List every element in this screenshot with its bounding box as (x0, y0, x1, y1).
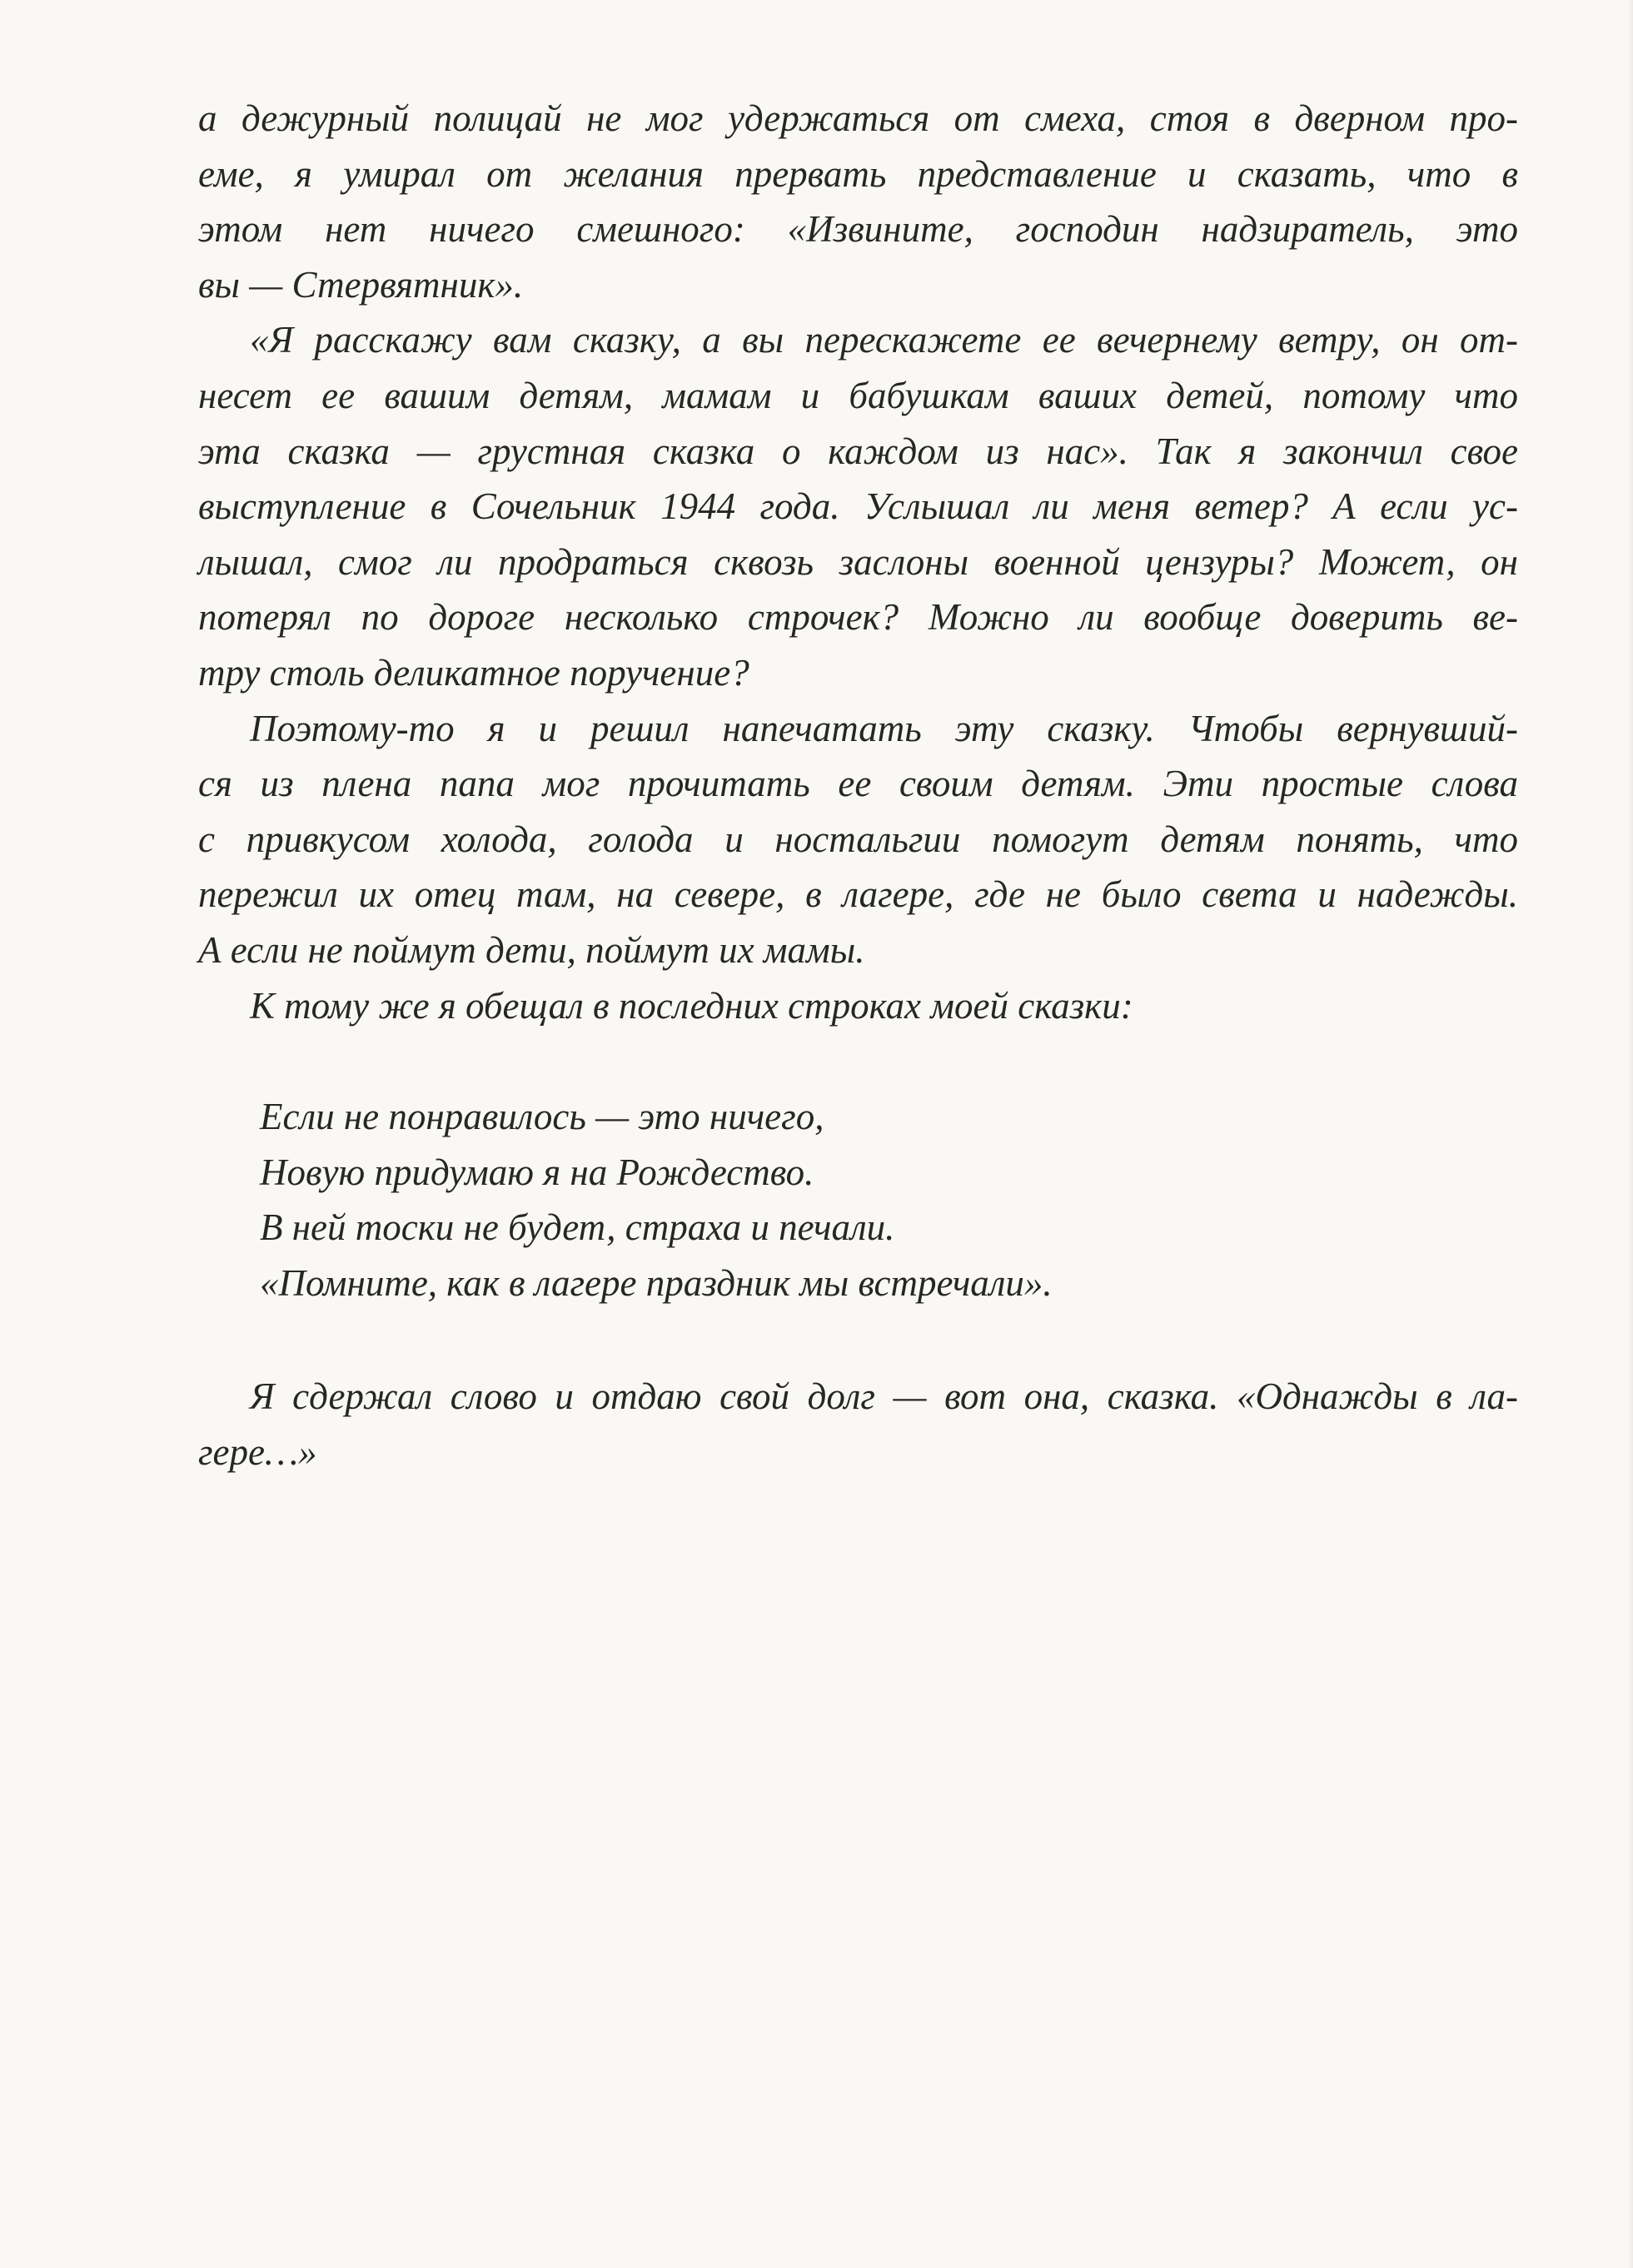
verse-block (260, 1089, 1053, 1311)
text-line: вы — Стервятник». (198, 263, 524, 306)
verse-line: «Помните, как в лагере праздник мы встречали». (260, 1261, 1053, 1304)
text-line: этом нет ничего смешного: «Извините, господин надзиратель, это (198, 208, 1518, 251)
text-line: пережил их отец там, на севере, в лагере, где не было света и надежды. (198, 873, 1518, 916)
text-line: Я сдержал слово и отдаю свой долг — вот она, сказка. «Однажды в ла- (250, 1375, 1518, 1417)
text-line: «Я расскажу вам сказку, а вы перескажете ее вечернему ветру, он от- (250, 319, 1518, 361)
text-line: еме, я умирал от желания прервать представление и сказать, что в (198, 152, 1518, 195)
closing-paragraph (198, 1369, 1518, 1480)
text-line: А если не поймут дети, поймут их мамы. (198, 928, 865, 971)
verse-line: В ней тоски не будет, страха и печали. (260, 1206, 895, 1249)
text-line: с привкусом холода, голода и ностальгии помогут детям понять, что (198, 818, 1518, 860)
text-line: а дежурный полицай не мог удержаться от смеха, стоя в дверном про- (198, 97, 1518, 139)
verse-line: Если не понравилось — это ничего, (260, 1096, 824, 1137)
prose-block (198, 91, 1518, 1033)
text-line: лышал, смог ли продраться сквозь заслоны военной цензуры? Может, он (198, 540, 1518, 583)
text-line: несет ее вашим детям, мамам и бабушкам ваших детей, потому что (198, 374, 1518, 416)
text-line: потерял по дороге несколько строчек? Можно ли вообще доверить ве- (198, 596, 1518, 639)
text-line: Поэтому-то я и решил напечатать эту сказку. Чтобы вернувший- (250, 707, 1518, 749)
text-line: гере…» (198, 1430, 317, 1473)
page-edge-shadow (1628, 0, 1633, 2268)
text-line: тру столь деликатное поручение? (198, 651, 749, 694)
text-line: ся из плена папа мог прочитать ее своим детям. Эти простые слова (198, 763, 1518, 805)
text-line: эта сказка — грустная сказка о каждом из нас». Так я закончил свое (198, 430, 1518, 472)
verse-line: Новую придумаю я на Рождество. (260, 1151, 814, 1193)
text-line: К тому же я обещал в последних строках моей сказки: (250, 984, 1133, 1027)
text-line: выступление в Сочельник 1944 года. Услышал ли меня ветер? А если ус- (198, 485, 1518, 528)
